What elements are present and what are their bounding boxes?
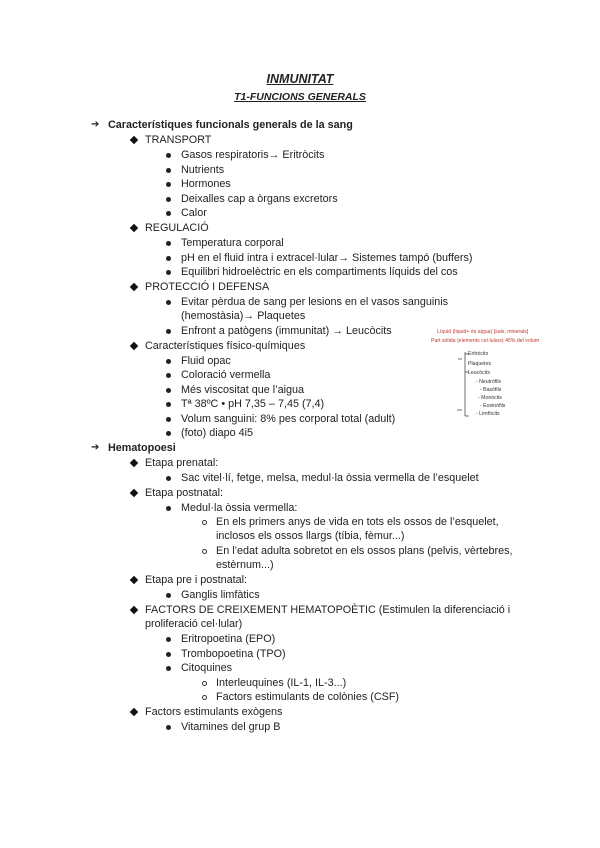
bullet-icon — [166, 388, 171, 393]
figure-label: - Monòcits — [478, 395, 502, 401]
diamond-bullet-icon — [130, 708, 138, 716]
list-item: Eritropoetina (EPO) — [181, 633, 276, 645]
bullet-icon — [166, 168, 171, 173]
list-item: pH en el fluid intra i extracel·lular→ Sistemes tampó (buffers) — [181, 252, 473, 264]
list-item: (foto) diapo 4i5 — [181, 427, 254, 439]
figure-red-line: Líquid (liquid+ és aigua) [sals, minerals] — [437, 329, 529, 335]
bullet-icon — [166, 402, 171, 407]
diamond-bullet-icon — [130, 283, 138, 291]
hollow-bullet-icon — [202, 695, 207, 700]
sub-list-item-continuation: estèrnum...) — [216, 559, 274, 571]
figure-label: Plaquetes — [468, 361, 492, 367]
list-item: Temperatura corporal — [181, 237, 284, 249]
list-heading: Etapa prenatal: — [145, 457, 219, 469]
diamond-bullet-icon — [130, 459, 138, 467]
bullet-icon — [166, 373, 171, 378]
list-item: Vitamines del grup B — [181, 721, 281, 733]
page-title: INMUNITAT — [266, 72, 334, 86]
section-heading: Característiques funcionals generals de la sang — [108, 119, 353, 131]
hollow-bullet-icon — [202, 520, 207, 525]
list-heading: PROTECCIÓ I DEFENSA — [145, 281, 270, 293]
list-item: Evitar pèrdua de sang per lesions en el vasos sanguinis — [181, 296, 449, 308]
list-item: Hormones — [181, 178, 231, 190]
bullet-icon — [166, 506, 171, 511]
list-item: Gasos respiratoris→ Eritròcits — [181, 149, 325, 161]
bullet-icon — [166, 417, 171, 422]
figure-label: - Basòfils — [480, 387, 502, 393]
list-item: Sac vitel·lí, fetge, melsa, medul·la òssia vermella de l’esquelet — [181, 472, 479, 484]
hollow-bullet-icon — [202, 681, 207, 686]
list-heading: REGULACIÓ — [145, 222, 209, 234]
figure-label: - Limfòcits — [476, 411, 500, 417]
bullet-icon — [166, 725, 171, 730]
list-heading-continuation: proliferació cel·lular) — [145, 618, 243, 630]
list-item: Citoquines — [181, 662, 233, 674]
page-subtitle: T1-FUNCIONS GENERALS — [234, 91, 366, 103]
list-heading: FACTORS DE CREIXEMENT HEMATOPOÈTIC (Estimulen la diferenciació i — [145, 604, 511, 616]
bullet-icon — [166, 593, 171, 598]
bullet-icon — [166, 270, 171, 275]
arrow-bullet-icon: ➔ — [91, 442, 100, 453]
list-heading: Característiques físico-químiques — [145, 340, 306, 352]
sub-list-item: Factors estimulants de colònies (CSF) — [216, 691, 400, 703]
sub-list-item: Interleuquines (IL-1, IL-3...) — [216, 677, 347, 689]
diamond-bullet-icon — [130, 342, 138, 350]
bullet-icon — [166, 197, 171, 202]
bullet-icon — [166, 431, 171, 436]
sub-list-item: En l’edat adulta sobretot en els ossos plans (pelvis, vèrtebres, — [216, 545, 513, 557]
list-item: Trombopoetina (TPO) — [181, 648, 286, 660]
section-heading: Hematopoesi — [108, 442, 176, 454]
hollow-bullet-icon — [202, 549, 207, 554]
list-heading: Factors estimulants exògens — [145, 706, 283, 718]
bullet-icon — [166, 182, 171, 187]
list-heading: Etapa pre i postnatal: — [145, 574, 248, 586]
bullet-icon — [166, 476, 171, 481]
bullet-icon — [166, 666, 171, 671]
figure-red-line: Part sòlida (elements cel·lulars) 45% del volum — [431, 338, 540, 344]
figure-label: - Eosinòfils — [480, 403, 506, 409]
list-item: Tª 38ºC • pH 7,35 – 7,45 (7,4) — [181, 398, 325, 410]
bullet-icon — [166, 300, 171, 305]
bullet-icon — [166, 241, 171, 246]
list-heading: Etapa postnatal: — [145, 487, 224, 499]
list-item: Deixalles cap a òrgans excretors — [181, 193, 338, 205]
diamond-bullet-icon — [130, 489, 138, 497]
list-item-continuation: (hemostàsia)→ Plaquetes — [181, 310, 306, 322]
bullet-icon — [166, 329, 171, 334]
figure-label: Leucòcits — [468, 370, 490, 376]
list-item: Més viscositat que l’aigua — [181, 384, 305, 396]
bullet-icon — [166, 637, 171, 642]
diamond-bullet-icon — [130, 224, 138, 232]
list-item: Enfront a patògens (immunitat) → Leucòcits — [181, 325, 392, 337]
list-item: Ganglis limfàtics — [181, 589, 260, 601]
list-item: Volum sanguini: 8% pes corporal total (adult) — [181, 413, 396, 425]
bullet-icon — [166, 211, 171, 216]
diamond-bullet-icon — [130, 136, 138, 144]
bullet-icon — [166, 256, 171, 261]
diamond-bullet-icon — [130, 576, 138, 584]
bullet-icon — [166, 359, 171, 364]
diamond-bullet-icon — [130, 606, 138, 614]
sub-list-item: En els primers anys de vida en tots els ossos de l’esquelet, — [216, 516, 499, 528]
list-heading: TRANSPORT — [145, 134, 212, 146]
list-item: Medul·la òssia vermella: — [181, 502, 298, 514]
list-item: Coloració vermella — [181, 369, 271, 381]
bullet-icon — [166, 153, 171, 158]
bullet-icon — [166, 652, 171, 657]
list-item: Nutrients — [181, 164, 225, 176]
figure-label: - Neutròfils — [476, 379, 502, 385]
list-item: Calor — [181, 207, 207, 219]
arrow-bullet-icon: ➔ — [91, 119, 100, 130]
figure-label: Eritròcits — [468, 351, 489, 357]
list-item: Equilibri hidroelèctric en els compartiments líquids del cos — [181, 266, 458, 278]
sub-list-item-continuation: inclosos els ossos llargs (tíbia, fèmur...) — [216, 530, 405, 542]
list-item: Fluid opac — [181, 355, 231, 367]
